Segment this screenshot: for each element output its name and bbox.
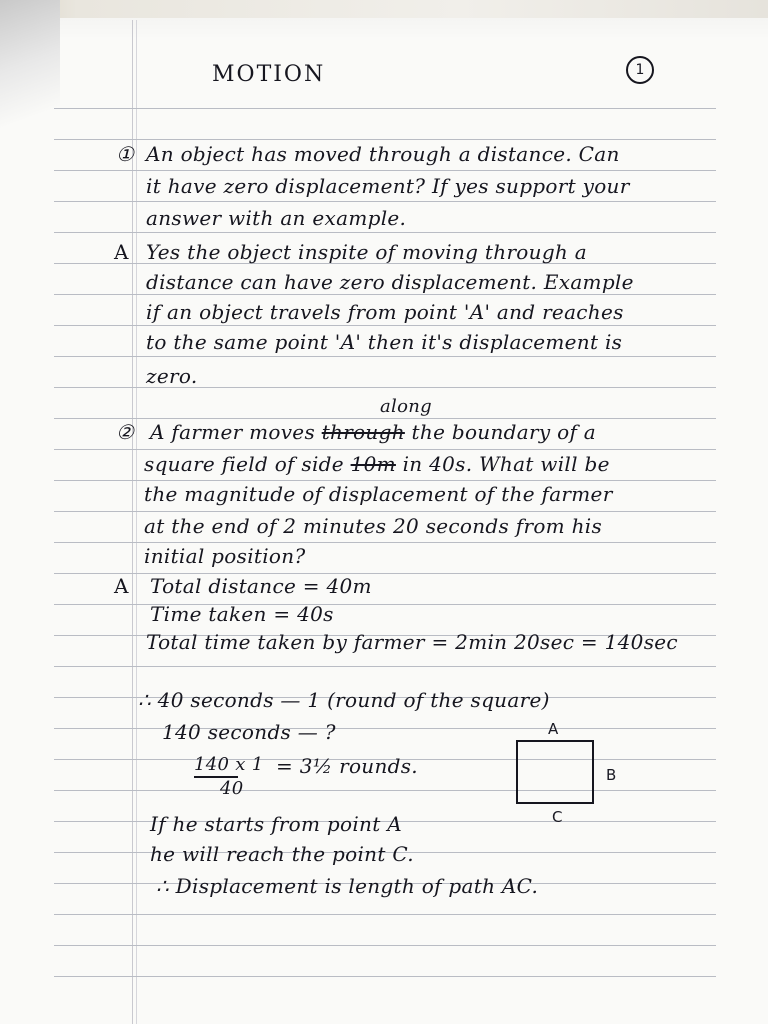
ruled-line: [54, 666, 716, 667]
answer-1-line: to the same point 'A' then it's displacement is: [146, 330, 623, 354]
answer-2-line: Total time taken by farmer = 2min 20sec = 140sec: [146, 630, 678, 654]
diagram-label-a: A: [548, 720, 559, 738]
ruled-line: [54, 945, 716, 946]
question-2-line: at the end of 2 minutes 20 seconds from his: [144, 514, 603, 538]
ruled-line: [54, 418, 716, 419]
ruled-line: [54, 449, 716, 450]
fraction-denominator: 40: [220, 778, 244, 799]
question-1-line: it have zero displacement? If yes support your: [146, 174, 630, 198]
question-2-line: initial position?: [144, 544, 306, 568]
answer-2-marker: A: [114, 574, 129, 598]
question-1-number: ①: [116, 142, 135, 166]
working-line: 140 seconds — ?: [162, 720, 336, 744]
answer-1-line: if an object travels from point 'A' and reaches: [146, 300, 624, 324]
diagram-label-c: C: [552, 808, 563, 826]
ruled-line: [54, 728, 716, 729]
square-field-diagram: [516, 740, 594, 804]
torn-corner: [0, 0, 60, 140]
ruled-line: [54, 914, 716, 915]
ruled-line: [54, 139, 716, 140]
ruled-line: [54, 294, 716, 295]
page-top-edge: [0, 0, 768, 18]
ruled-line: [54, 976, 716, 977]
conclusion-line: he will reach the point C.: [150, 842, 414, 866]
page-title: MOTION: [212, 62, 326, 87]
ruled-line: [54, 356, 716, 357]
question-2-line: A farmer moves through the boundary of a: [150, 420, 597, 444]
answer-2-line: Time taken = 40s: [150, 602, 334, 626]
question-1-line: answer with an example.: [146, 206, 407, 230]
struck-word: through: [321, 420, 405, 444]
fraction-numerator: 140 x 1: [194, 754, 264, 775]
ruled-line: [54, 201, 716, 202]
fraction-result: = 3½ rounds.: [276, 754, 418, 778]
struck-word: 10m: [350, 452, 396, 476]
question-2-insertion: along: [380, 396, 432, 417]
ruled-line: [54, 542, 716, 543]
answer-1-line: zero.: [146, 364, 198, 388]
working-line: ∴ 40 seconds — 1 (round of the square): [138, 688, 550, 712]
answer-1-marker: A: [114, 240, 129, 264]
ruled-line: [54, 108, 716, 109]
question-2-line: the magnitude of displacement of the farmer: [144, 482, 613, 506]
answer-2-line: Total distance = 40m: [150, 574, 372, 598]
diagram-label-b: B: [606, 766, 617, 784]
ruled-line: [54, 511, 716, 512]
answer-1-line: distance can have zero displacement. Example: [146, 270, 634, 294]
ruled-line: [54, 480, 716, 481]
answer-1-line: Yes the object inspite of moving through a: [146, 240, 587, 264]
ruled-line: [54, 790, 716, 791]
question-2-number: ②: [116, 420, 135, 444]
question-2-line: square field of side 10m in 40s. What will be: [144, 452, 610, 476]
question-1-line: An object has moved through a distance. Can: [146, 142, 620, 166]
ruled-line: [54, 170, 716, 171]
conclusion-line: If he starts from point A: [150, 812, 402, 836]
ruled-line: [54, 232, 716, 233]
page-number: 1: [626, 56, 654, 84]
ruled-line: [54, 325, 716, 326]
conclusion-line: ∴ Displacement is length of path AC.: [156, 874, 539, 898]
